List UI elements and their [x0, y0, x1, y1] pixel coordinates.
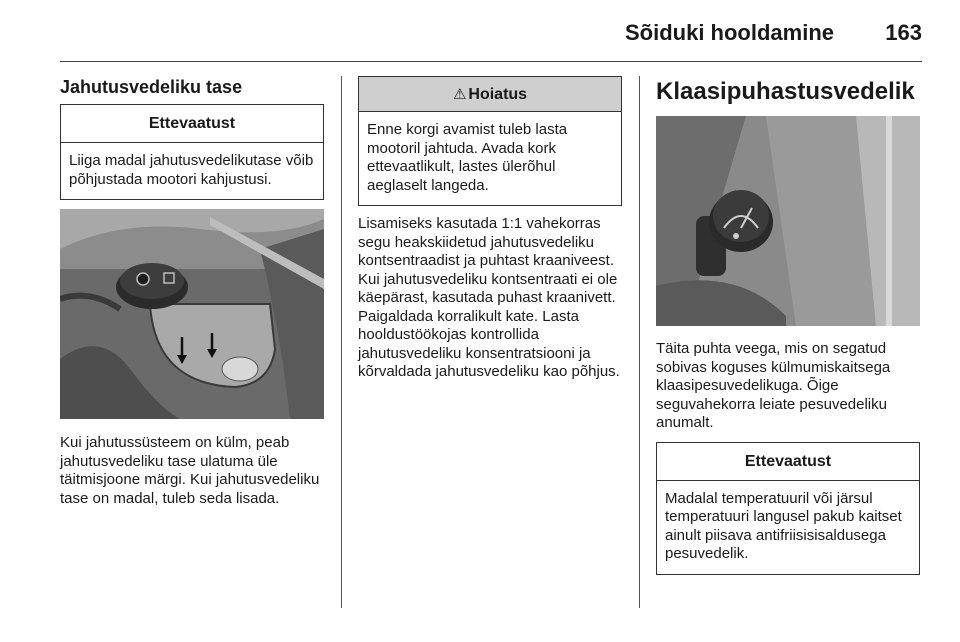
warning-box	[358, 76, 622, 206]
chapter-title: Sõiduki hooldamine	[624, 20, 834, 45]
caution-box-text: Madalal temperatuuril või järsul temperatuuri langusel pakub kaitset ainult piisava antifriisisisaldusega pesuvedelik.	[665, 489, 902, 562]
section-heading-coolant-level: Jahutusvedeliku tase	[60, 77, 243, 97]
column-washer-fluid	[656, 76, 920, 575]
page-header	[60, 16, 922, 62]
warning-box-header	[359, 77, 621, 112]
caution-box	[60, 104, 324, 200]
coolant-mixing-paragraph: Lisamiseks kasutada 1:1 vahekorras segu heakskiidetud jahutusvedeliku kontsentraadist ja puhtast kraaniveest. Kui jahutusvedeliku kontsentraati ei ole käepärast, kasutada puhast kraanivett. Paigaldada korralikult kate. Lasta hooldustöökojas kontrollida jahutusvedeliku konsentratsiooni ja kõrvaldada jahutusvedeliku kao põhjus.	[358, 215, 620, 380]
washer-fluid-paragraph: Täita puhta veega, mis on segatud sobivas koguses külmumiskaitsega klaasipesuvedelikuga. Õige seguvahekorra leiate pesuvedeliku anumalt.	[656, 340, 891, 431]
caution-box-title: Ettevaatust	[657, 443, 919, 481]
coolant-reservoir-photo	[60, 209, 324, 419]
column-coolant-level	[60, 76, 324, 508]
warning-box-text: Enne korgi avamist tuleb lasta mootoril jahtuda. Avada kork ettevaatlikult, lastes ülerõhul aeglaselt langeda.	[367, 121, 568, 194]
page-number: 163	[885, 20, 922, 45]
coolant-level-paragraph: Kui jahutussüsteem on külm, peab jahutusvedeliku tase ulatuma üle täitmisjoone märgi. Kui jahutusvedeliku tase on madal, tuleb seda lisada.	[60, 434, 320, 507]
washer-fluid-photo	[656, 116, 920, 326]
column-divider	[639, 76, 640, 608]
section-heading-washer-fluid: Klaasipuhastusvedelik	[656, 78, 915, 105]
column-warning	[358, 76, 622, 382]
caution-box-title: Ettevaatust	[61, 105, 323, 143]
caution-box	[656, 442, 920, 575]
warning-box-title: Hoiatus	[468, 86, 528, 103]
column-divider	[341, 76, 342, 608]
caution-box-text: Liiga madal jahutusvedelikutase võib põhjustada mootori kahjustusi.	[69, 152, 314, 188]
warning-triangle-icon: ⚠	[452, 86, 467, 103]
